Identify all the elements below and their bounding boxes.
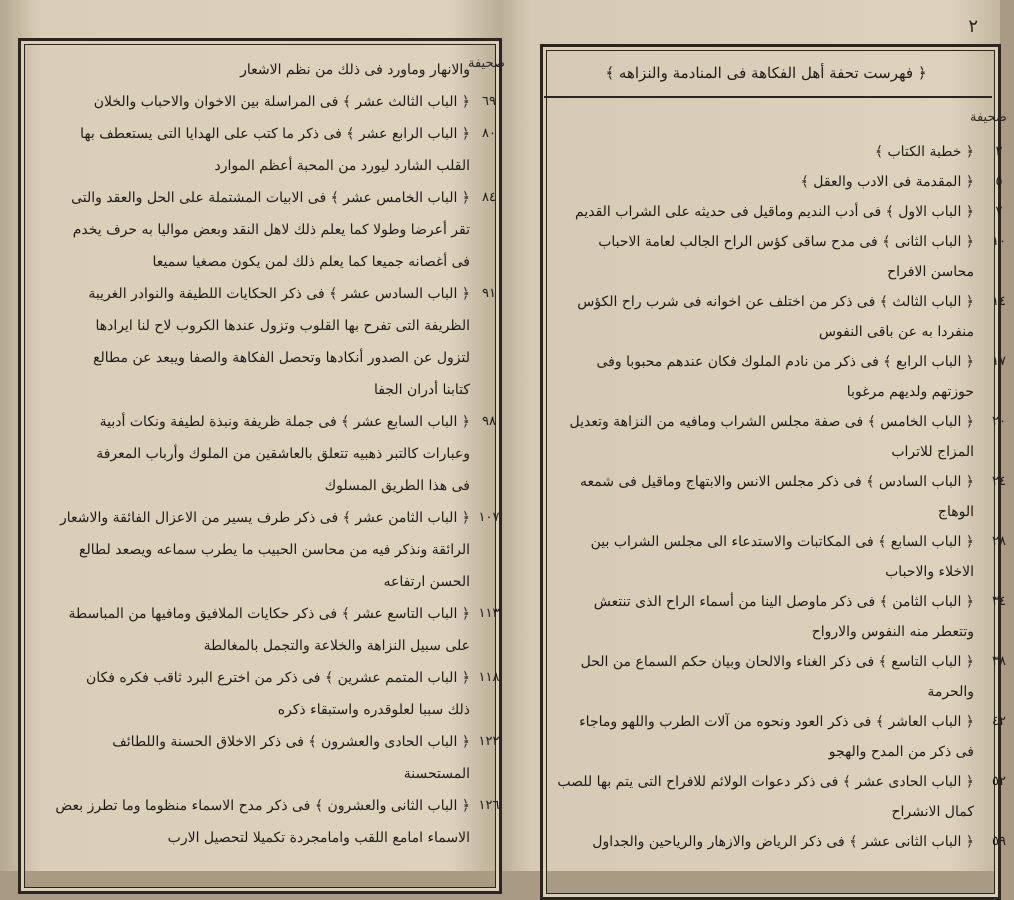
entry-text: كتابنا أدران الجفا <box>373 382 470 398</box>
entry-page-number: ٥٩ <box>992 834 1006 849</box>
right-page <box>530 0 1007 871</box>
index-entry-continuation <box>554 380 974 404</box>
index-entry-continuation <box>554 800 974 824</box>
index-title: ﴿ فهرست تحفة أهل الفكاهة فى المنادمة والنزاهه ﴾ <box>605 64 927 82</box>
index-entry <box>554 470 1006 494</box>
entry-text: ﴿ الباب الحادى عشر ﴾ فى ذكر دعوات الولائم للافراح التى يتم بها للصب <box>557 774 974 790</box>
page-number: ٢ <box>968 16 978 37</box>
entry-page-number: ١١٣ <box>478 606 500 621</box>
index-entry <box>554 530 1006 554</box>
right-index-list <box>554 140 1006 860</box>
index-entry <box>30 90 496 114</box>
entry-text: ذلك سببا لعلوقدره واستبقاء ذكره <box>277 702 470 718</box>
entry-page-number: ١٢٦ <box>478 798 500 813</box>
entry-text: فى أغصانه جميعا كما يعلم ذلك لمن يكون مصغيا سميعا <box>152 254 470 270</box>
entry-page-number: ٢٨ <box>992 534 1006 549</box>
index-entry <box>554 590 1006 614</box>
index-entry <box>30 666 500 690</box>
entry-text: ﴿ الباب الثانى والعشرون ﴾ فى ذكر مدح الاسماء منظوما وما تطرز بعض <box>55 798 470 814</box>
column-label: صحيفة <box>468 56 505 71</box>
entry-text: ﴿ الباب التاسع عشر ﴾ فى ذكر حكايات الملافيق ومافيها من المباسطة <box>68 606 470 622</box>
entry-text: الحسن ارتفاعه <box>383 574 470 590</box>
entry-text: والانهار وماورد فى ذلك من نظم الاشعار <box>240 62 470 78</box>
entry-text: ﴿ الباب الثالث ﴾ فى ذكر من اختلف عن اخوانه فى شرب راح الكؤس <box>577 294 974 310</box>
entry-page-number: ٤٢ <box>992 714 1006 729</box>
index-entry-continuation <box>554 740 974 764</box>
entry-page-number: ٢٤ <box>992 474 1006 489</box>
index-entry-continuation <box>30 442 470 466</box>
entry-text: الاخلاء والاحباب <box>885 564 974 580</box>
entry-text: الرائقة ونذكر فيه من محاسن الحبيب ما يطرب سماعه ويصعد لطالع <box>79 542 470 558</box>
entry-text: المستحسنة <box>403 766 470 782</box>
entry-text: وعبارات كالتبر ذهبيه تتعلق بالعاشقين من الملوك وأرباب المعرفة <box>96 446 470 462</box>
entry-text: والحرمة <box>927 684 974 700</box>
index-entry <box>30 602 500 626</box>
entry-text: ﴿ الباب الاول ﴾ فى أدب النديم وماقيل فى حديثه على الشراب القديم <box>575 204 974 220</box>
index-entry <box>30 730 500 754</box>
entry-text: تقر أعرضا وطولا كما يعلم ذلك لاهل النقد وبعض مواليا به حرف يخدم <box>72 222 470 238</box>
entry-text: فى ذكر من المدح والهجو <box>828 744 974 760</box>
entry-text: محاسن الافراح <box>887 264 974 280</box>
index-entry-continuation <box>30 378 470 402</box>
entry-text: ﴿ الباب المتمم عشرين ﴾ فى ذكر من اخترع البرد ثاقب فكره فكان <box>85 670 470 686</box>
index-entry-continuation <box>30 346 470 370</box>
entry-page-number: ٣٨ <box>992 654 1006 669</box>
entry-page-number: ٦٩ <box>482 94 496 109</box>
index-entry <box>554 200 1003 224</box>
entry-text: ﴿ الباب السادس عشر ﴾ فى ذكر الحكايات اللطيفة والنوادر الغريبة <box>88 286 470 302</box>
entry-text: ﴿ خطبة الكتاب ﴾ <box>874 144 974 160</box>
entry-text: ﴿ الباب الثانى عشر ﴾ فى ذكر الرياض والازهار والرياحين والجداول <box>592 834 974 850</box>
title-divider <box>544 96 992 98</box>
entry-text: ﴿ الباب الرابع ﴾ فى ذكر من نادم الملوك فكان عندهم محبوبا وفى <box>596 354 974 370</box>
index-entry <box>554 410 1006 434</box>
entry-text: وتتعطر منه النفوس والارواح <box>811 624 974 640</box>
entry-text: الاسماء امامع اللقب وامامجردة تكميلا لتحصيل الارب <box>167 830 470 846</box>
index-entry <box>30 122 496 146</box>
index-entry <box>30 186 496 210</box>
index-entry-continuation <box>554 260 974 284</box>
index-entry-continuation <box>30 154 470 178</box>
entry-text: القلب الشارد ليورد من المحبة أعظم الموارد <box>214 158 470 174</box>
entry-page-number: ٩٨ <box>482 414 496 429</box>
index-entry <box>554 170 1003 194</box>
entry-text: فى هذا الطريق المسلوك <box>324 478 470 494</box>
index-entry <box>554 230 1006 254</box>
index-entry-continuation <box>554 680 974 704</box>
entry-page-number: ١١٨ <box>478 670 500 685</box>
entry-text: الظريفة التى تفرح بها القلوب وتزول عندها الكروب لاح لنا ايرادها <box>95 318 470 334</box>
left-page <box>0 0 505 871</box>
entry-page-number: ٥٢ <box>992 774 1006 789</box>
index-entry-continuation <box>30 218 470 242</box>
entry-text: ﴿ الباب الخامس عشر ﴾ فى الابيات المشتملة على الحل والعقد والتى <box>71 190 470 206</box>
entry-text: حوزتهم ولديهم مرغوبا <box>846 384 974 400</box>
entry-text: ﴿ الباب التاسع ﴾ فى ذكر الغناء والالحان وبيان حكم السماع من الحل <box>580 654 974 670</box>
entry-text: ﴿ المقدمة فى الادب والعقل ﴾ <box>800 174 974 190</box>
entry-text: المزاج للاتراب <box>891 444 974 460</box>
entry-page-number: ١٠ <box>992 234 1006 249</box>
index-entry <box>30 506 500 530</box>
index-entry-continuation <box>30 314 470 338</box>
index-entry-continuation <box>554 620 974 644</box>
entry-page-number: ٢٠ <box>992 414 1006 429</box>
index-entry-continuation <box>30 474 470 498</box>
index-entry <box>554 140 1003 164</box>
index-entry-continuation <box>554 500 974 524</box>
index-entry-continuation <box>554 440 974 464</box>
entry-page-number: ٣٤ <box>992 594 1006 609</box>
entry-page-number: ٧ <box>995 204 1003 219</box>
index-entry <box>554 830 1006 854</box>
entry-text: منفردا به عن باقى النفوس <box>818 324 974 340</box>
entry-text: ﴿ الباب السابع عشر ﴾ فى جملة ظريفة ونبذة لطيفة ونكات أدبية <box>99 414 470 430</box>
entry-page-number: ٢ <box>995 144 1003 159</box>
entry-page-number: ١٧ <box>992 354 1006 369</box>
entry-text: ﴿ الباب الثامن عشر ﴾ فى ذكر طرف يسير من الاعزال الفائقة والاشعار <box>59 510 470 526</box>
index-entry-continuation <box>30 826 470 850</box>
index-entry-continuation <box>30 698 470 722</box>
index-entry-continuation <box>30 538 470 562</box>
index-entry <box>30 410 496 434</box>
entry-page-number: ١٢٢ <box>478 734 500 749</box>
entry-page-number: ٨٠ <box>482 126 496 141</box>
entry-text: ﴿ الباب الثامن ﴾ فى ذكر ماوصل الينا من أسماء الراح الذى تنتعش <box>593 594 974 610</box>
entry-text: ﴿ الباب العاشر ﴾ فى ذكر العود ونحوه من آلات الطرب واللهو وماجاء <box>579 714 974 730</box>
entry-text: ﴿ الباب الخامس ﴾ فى صفة مجلس الشراب ومافيه من النزاهة وتعديل <box>569 414 974 430</box>
index-entry-continuation <box>30 634 470 658</box>
index-entry <box>30 282 496 306</box>
index-entry <box>30 794 500 818</box>
index-entry-continuation <box>554 320 974 344</box>
column-label: صحيفة <box>970 110 1007 125</box>
entry-text: ﴿ الباب الرابع عشر ﴾ فى ذكر ما كتب على الهدايا التى يستعطف بها <box>80 126 470 142</box>
index-entry-continuation <box>554 560 974 584</box>
index-entry-continuation <box>30 58 470 82</box>
entry-text: الوهاج <box>937 504 974 520</box>
entry-page-number: ١٠٧ <box>478 510 500 525</box>
entry-text: ﴿ الباب الثالث عشر ﴾ فى المراسلة بين الاخوان والاحباب والخلان <box>93 94 470 110</box>
entry-page-number: ٩١ <box>482 286 496 301</box>
entry-text: ﴿ الباب السابع ﴾ فى المكاتبات والاستدعاء الى مجلس الشراب بين <box>590 534 974 550</box>
entry-text: ﴿ الباب السادس ﴾ فى ذكر مجلس الانس والابتهاج وماقيل فى شمعه <box>579 474 974 490</box>
index-entry-continuation <box>30 250 470 274</box>
index-entry <box>554 710 1006 734</box>
entry-text: لتزول عن الصدور أنكادها وتحصل الفكاهة والصفا ويبعد عن مطالع <box>93 350 470 366</box>
entry-page-number: ١٤ <box>992 294 1006 309</box>
entry-page-number: ٥ <box>995 174 1003 189</box>
index-entry <box>554 350 1006 374</box>
entry-text: كمال الانشراح <box>891 804 974 820</box>
index-entry <box>554 650 1006 674</box>
entry-text: ﴿ الباب الحادى والعشرون ﴾ فى ذكر الاخلاق الحسنة واللطائف <box>112 734 470 750</box>
index-entry <box>554 770 1006 794</box>
entry-text: على سبيل النزاهة والخلاعة والتجمل بالمغالطة <box>203 638 470 654</box>
index-entry-continuation <box>30 570 470 594</box>
index-entry-continuation <box>30 762 470 786</box>
entry-text: ﴿ الباب الثانى ﴾ فى مدح ساقى كؤس الراح الجالب لعامة الاحباب <box>598 234 974 250</box>
index-entry <box>554 290 1006 314</box>
entry-page-number: ٨٤ <box>482 190 496 205</box>
